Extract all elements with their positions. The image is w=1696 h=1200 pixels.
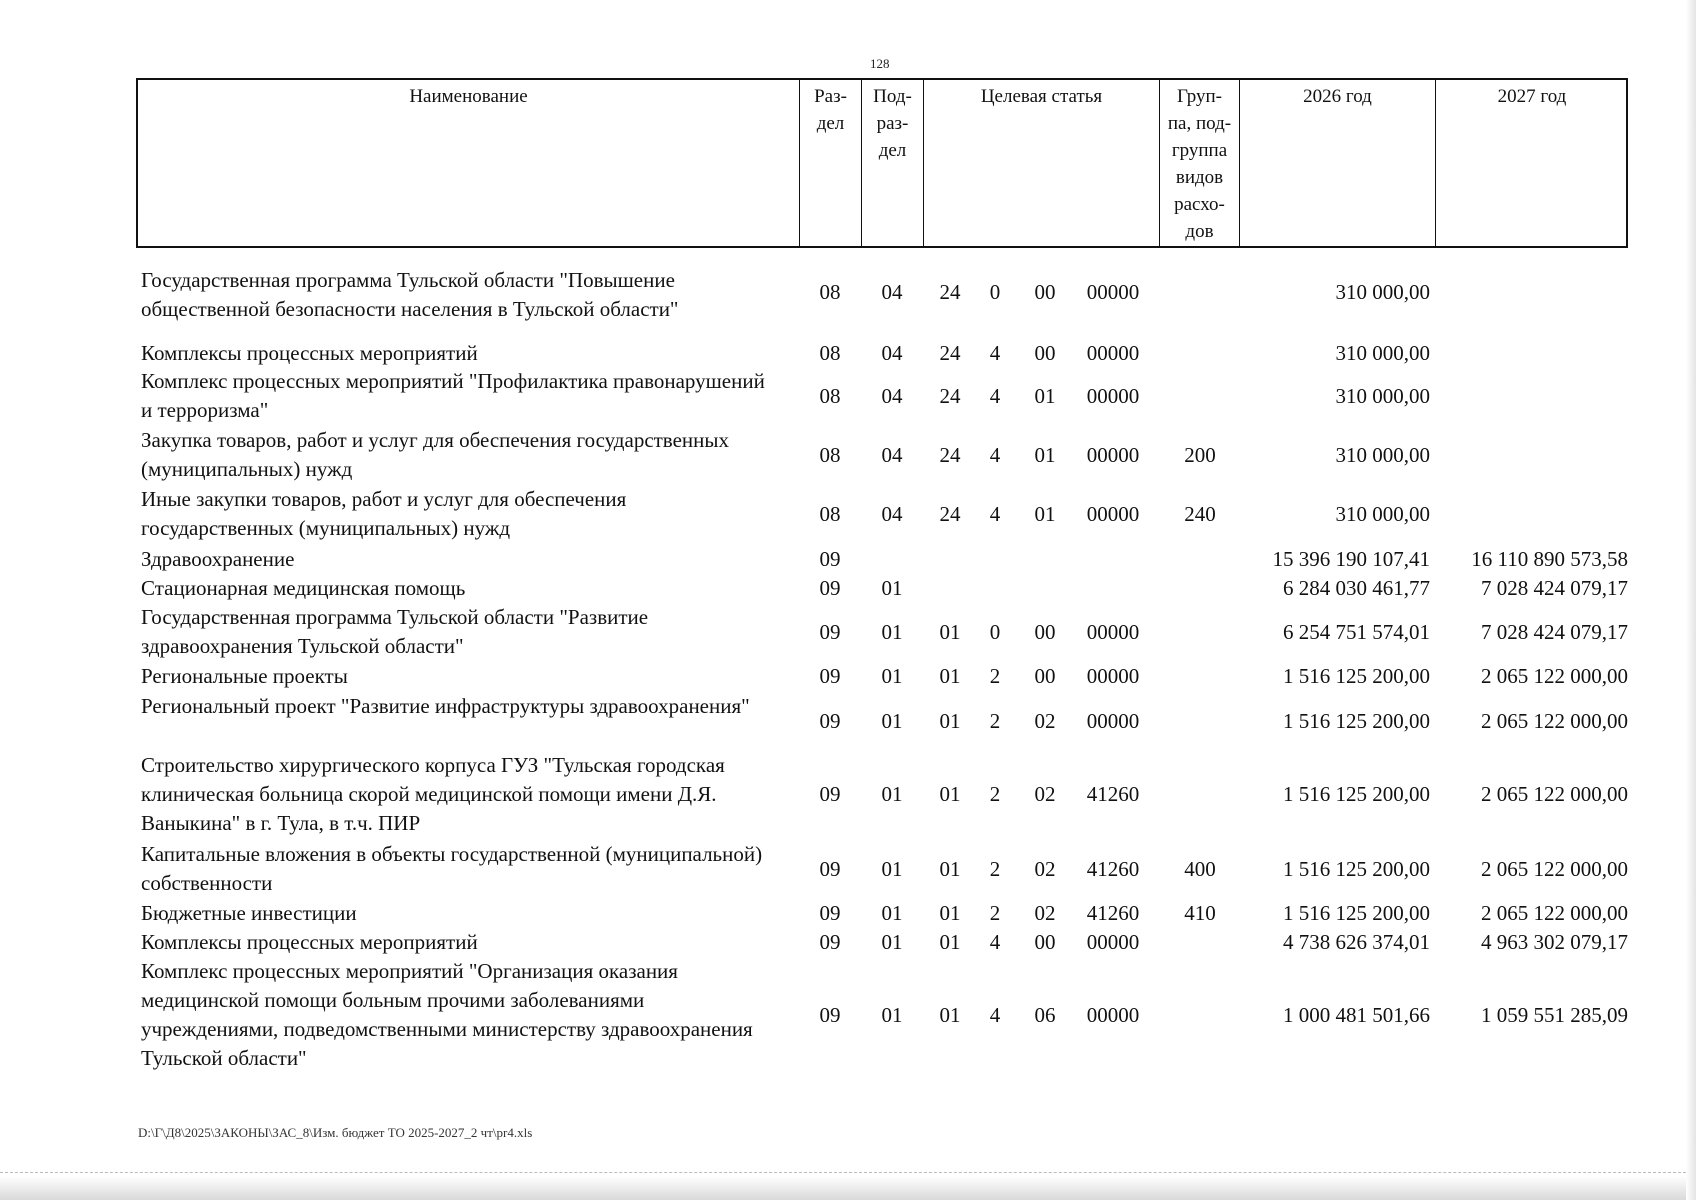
scan-right-edge — [1686, 0, 1696, 1200]
page-number: 128 — [870, 56, 890, 71]
row-y2027: 7 028 424 079,17 — [1481, 620, 1628, 644]
row-podrazdel: 04 — [881, 502, 903, 526]
row-y2027: 1 059 551 285,09 — [1481, 1003, 1628, 1027]
row-cs3: 01 — [1034, 384, 1056, 408]
row-name: Государственная программа Тульской области "Развитие здравоохранения Тульской области" — [141, 605, 649, 658]
row-cs4: 41260 — [1086, 901, 1140, 925]
row-cs1: 01 — [939, 1003, 961, 1027]
row-name: Комплекс процессных мероприятий "Организация оказания медицинской помощи больным прочими заболеваниями учреждениями, подведомственными министерству здравоохранения Тульской области" — [141, 959, 753, 1070]
header-year-2027: 2027 год — [1497, 86, 1567, 107]
row-razdel: 08 — [819, 341, 841, 365]
row-vid: 240 — [1184, 502, 1216, 526]
row-podrazdel: 04 — [881, 341, 903, 365]
row-cs1: 01 — [939, 782, 961, 806]
scan-shadow — [0, 1176, 1696, 1200]
row-cs2: 2 — [989, 901, 1001, 925]
row-y2026: 1 000 481 501,66 — [1283, 1003, 1430, 1027]
row-y2026: 310 000,00 — [1335, 280, 1430, 304]
row-vid: 410 — [1184, 901, 1216, 925]
row-cs3: 06 — [1034, 1003, 1056, 1027]
row-podrazdel: 01 — [881, 901, 903, 925]
row-cs4: 00000 — [1086, 384, 1140, 408]
row-name: Стационарная медицинская помощь — [141, 576, 466, 600]
row-cs2: 4 — [989, 341, 1001, 365]
row-cs1: 24 — [939, 502, 961, 526]
row-cs4: 00000 — [1086, 502, 1140, 526]
row-podrazdel: 04 — [881, 443, 903, 467]
row-cs1: 24 — [939, 280, 961, 304]
row-cs4: 41260 — [1086, 857, 1140, 881]
header-target-article: Целевая статья — [924, 80, 1160, 246]
row-cs4: 00000 — [1086, 443, 1140, 467]
row-cs1: 01 — [939, 620, 961, 644]
row-cs1: 01 — [939, 664, 961, 688]
row-cs3: 01 — [1034, 443, 1056, 467]
row-y2027: 4 963 302 079,17 — [1481, 930, 1628, 954]
row-cs4: 00000 — [1086, 280, 1140, 304]
header-year-2026: 2026 год — [1240, 80, 1436, 246]
row-cs2: 4 — [989, 443, 1001, 467]
row-cs4: 41260 — [1086, 782, 1140, 806]
row-y2026: 310 000,00 — [1335, 341, 1430, 365]
row-y2026: 1 516 125 200,00 — [1283, 709, 1430, 733]
row-y2026: 310 000,00 — [1335, 502, 1430, 526]
row-y2027: 2 065 122 000,00 — [1481, 664, 1628, 688]
row-cs2: 2 — [989, 782, 1001, 806]
row-cs3: 02 — [1034, 857, 1056, 881]
row-cs1: 24 — [939, 443, 961, 467]
row-razdel: 09 — [819, 1003, 841, 1027]
row-cs3: 00 — [1034, 341, 1056, 365]
row-cs1: 01 — [939, 709, 961, 733]
row-cs4: 00000 — [1086, 709, 1140, 733]
row-cs2: 0 — [989, 620, 1001, 644]
row-razdel: 09 — [819, 782, 841, 806]
row-cs3: 00 — [1034, 620, 1056, 644]
row-y2026: 310 000,00 — [1335, 443, 1430, 467]
row-cs4: 00000 — [1086, 664, 1140, 688]
row-name: Комплексы процессных мероприятий — [141, 930, 478, 954]
row-name: Капитальные вложения в объекты государственной (муниципальной) собственности — [141, 842, 763, 895]
row-podrazdel: 01 — [881, 930, 903, 954]
row-name: Региональный проект "Развитие инфраструктуры здравоохранения" — [141, 694, 750, 718]
row-y2026: 6 254 751 574,01 — [1283, 620, 1430, 644]
header-name: Наименование — [138, 80, 800, 246]
row-podrazdel: 04 — [881, 384, 903, 408]
row-y2026: 1 516 125 200,00 — [1283, 901, 1430, 925]
row-y2026: 310 000,00 — [1335, 384, 1430, 408]
row-cs2: 0 — [989, 280, 1001, 304]
row-cs2: 4 — [989, 384, 1001, 408]
row-cs3: 01 — [1034, 502, 1056, 526]
row-cs3: 02 — [1034, 782, 1056, 806]
row-cs3: 00 — [1034, 930, 1056, 954]
row-razdel: 08 — [819, 502, 841, 526]
row-cs1: 24 — [939, 341, 961, 365]
row-podrazdel: 01 — [881, 857, 903, 881]
row-cs3: 00 — [1034, 664, 1056, 688]
row-name: Строительство хирургического корпуса ГУЗ "Тульская городская клиническая больница скорой медицинской помощи имени Д.Я. Ваныкина" в г. Тула, в т.ч. ПИР — [141, 753, 725, 835]
row-y2027: 2 065 122 000,00 — [1481, 901, 1628, 925]
row-cs4: 00000 — [1086, 930, 1140, 954]
row-cs2: 2 — [989, 857, 1001, 881]
row-razdel: 08 — [819, 443, 841, 467]
row-cs2: 2 — [989, 709, 1001, 733]
row-y2027: 2 065 122 000,00 — [1481, 857, 1628, 881]
row-cs1: 24 — [939, 384, 961, 408]
row-cs3: 02 — [1034, 709, 1056, 733]
row-razdel: 08 — [819, 384, 841, 408]
row-podrazdel: 04 — [881, 280, 903, 304]
row-name: Здравоохранение — [141, 547, 295, 571]
row-name: Комплекс процессных мероприятий "Профилактика правонарушений и терроризма" — [141, 369, 765, 422]
row-razdel: 09 — [819, 901, 841, 925]
row-name: Государственная программа Тульской области "Повышение общественной безопасности населения в Тульской области" — [141, 268, 679, 321]
row-cs1: 01 — [939, 857, 961, 881]
table-header — [136, 78, 1628, 248]
row-podrazdel: 01 — [881, 576, 903, 600]
row-name: Региональные проекты — [141, 664, 348, 688]
row-cs2: 4 — [989, 1003, 1001, 1027]
row-razdel: 08 — [819, 280, 841, 304]
row-podrazdel: 01 — [881, 1003, 903, 1027]
row-cs3: 00 — [1034, 280, 1056, 304]
row-y2026: 1 516 125 200,00 — [1283, 782, 1430, 806]
row-cs4: 00000 — [1086, 1003, 1140, 1027]
row-podrazdel: 01 — [881, 782, 903, 806]
row-y2026: 1 516 125 200,00 — [1283, 857, 1430, 881]
row-cs2: 4 — [989, 502, 1001, 526]
header-razdel: Раз- дел — [800, 80, 862, 246]
row-y2026: 6 284 030 461,77 — [1283, 576, 1430, 600]
row-podrazdel: 01 — [881, 709, 903, 733]
row-y2026: 1 516 125 200,00 — [1283, 664, 1430, 688]
header-podrazdel: Под- раз- дел — [862, 80, 924, 246]
row-cs1: 01 — [939, 901, 961, 925]
file-path-footer: D:\Г\Д8\2025\ЗАКОНЫ\ЗАС_8\Изм. бюджет ТО 2025-2027_2 чт\pr4.xls — [138, 1125, 533, 1140]
row-name: Комплексы процессных мероприятий — [141, 341, 478, 365]
row-y2027: 2 065 122 000,00 — [1481, 782, 1628, 806]
row-cs2: 4 — [989, 930, 1001, 954]
row-cs4: 00000 — [1086, 341, 1140, 365]
row-cs2: 2 — [989, 664, 1001, 688]
row-y2026: 15 396 190 107,41 — [1272, 547, 1430, 571]
row-podrazdel: 01 — [881, 664, 903, 688]
row-name: Иные закупки товаров, работ и услуг для обеспечения государственных (муниципальных) нужд — [141, 487, 627, 540]
row-cs1: 01 — [939, 930, 961, 954]
row-vid: 200 — [1184, 443, 1216, 467]
row-razdel: 09 — [819, 547, 841, 571]
row-cs4: 00000 — [1086, 620, 1140, 644]
header-expense-group: Груп- па, под- группа видов расхо- дов — [1160, 80, 1240, 246]
row-razdel: 09 — [819, 709, 841, 733]
row-name: Закупка товаров, работ и услуг для обеспечения государственных (муниципальных) нужд — [141, 428, 730, 481]
scan-edge-line — [0, 1172, 1696, 1173]
row-razdel: 09 — [819, 576, 841, 600]
row-cs3: 02 — [1034, 901, 1056, 925]
row-razdel: 09 — [819, 664, 841, 688]
row-razdel: 09 — [819, 857, 841, 881]
row-y2027: 16 110 890 573,58 — [1471, 547, 1628, 571]
row-name: Бюджетные инвестиции — [141, 901, 357, 925]
row-vid: 400 — [1184, 857, 1216, 881]
row-y2027: 7 028 424 079,17 — [1481, 576, 1628, 600]
row-y2026: 4 738 626 374,01 — [1283, 930, 1430, 954]
row-razdel: 09 — [819, 930, 841, 954]
row-y2027: 2 065 122 000,00 — [1481, 709, 1628, 733]
row-podrazdel: 01 — [881, 620, 903, 644]
row-razdel: 09 — [819, 620, 841, 644]
